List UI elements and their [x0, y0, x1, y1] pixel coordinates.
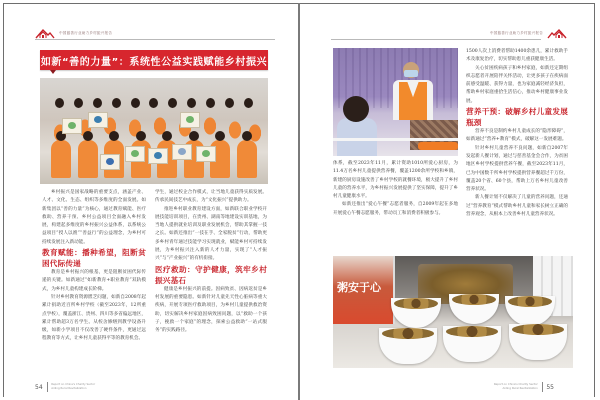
paragraph: 如新还推出“爱心午餐”志愿者服务，自2009年起在多地开展爱心午餐志愿服务，带动员工和消费者积极参与。	[333, 202, 458, 216]
paragraph: 推进乡村职业教育建设方面，如新联合职业学校开展技能培训项目，在贵州、湖南等地建设实训基地，为当地人提供就业培训及职业发展机会，帮助其掌握一技之长。如新还推出“一技在手、全家脱贫”行动，帮助更多乡村青年通过技能学习实现就业，赋能乡村可持续发展，为乡村振兴注入新的人才力量，实现了“人才振兴”与“产业振兴”的有机衔接。	[155, 206, 267, 262]
running-head-text: 中国慈善行业助力乡村振兴报告	[489, 30, 543, 35]
tote-bag-icon	[196, 146, 216, 162]
orange-cloth	[418, 142, 458, 150]
paragraph: 教育是乡村振兴的根基，更是阻断贫困代际传递的关键。如新通过“如新教育+职业教育”双轨模式，为乡村儿童构建成长阶梯。	[42, 270, 146, 292]
house-logo-icon	[35, 27, 55, 40]
tote-bag-icon	[148, 148, 168, 164]
tote-bag-icon	[88, 112, 108, 128]
bowl	[505, 296, 555, 326]
bed-rail	[333, 138, 458, 141]
paragraph: 体系，截至2023年11月，累计资助1010所爱心厨房，为11.4万名乡村儿童提供营养餐，覆盖1200余所学校和乡镇，新建的厨房设施改善了乡村学校的就餐环境，极大提升了乡村儿童的营养水平，为乡村振兴发展提供了坚实保障，提升了乡村儿童健康水平。	[333, 161, 458, 200]
tote-bag-icon	[100, 154, 120, 170]
section-heading-nutrition: 营养干预：破解乡村儿童发展瓶颈	[466, 107, 568, 128]
folio-divider	[542, 382, 543, 392]
folio-caption: Report on China's Charity Sector Aiding Rural Revitalization	[493, 382, 538, 390]
right-page	[301, 4, 594, 400]
article-column-4	[333, 160, 458, 218]
bowl	[509, 324, 567, 360]
child-head	[343, 96, 369, 122]
tote-bag-icon	[62, 118, 82, 134]
child-figure	[337, 118, 377, 156]
paragraph: 1500人次上消费者帮助1400余患儿，累计救助手术及康复治疗，切实帮助患儿重获健康生活。	[466, 49, 568, 63]
section-heading-medical: 医疗救助：守护健康，筑牢乡村振兴基石	[155, 264, 267, 285]
page-number: 55	[546, 383, 554, 391]
paragraph: 针对乡村儿童营养不良问题，如新自2007年发起新人餐计划，通过与慈善基金会合作，为贫困地区乡村学校提供营养午餐，截至2023年11月，已为中国数千所乡村学校提供营养餐超过千万份，覆盖20个省、60个县，帮助上万名乡村儿童改善营养状况。	[466, 145, 568, 193]
paragraph: 健康是乡村振兴的前提。因病致贫、因病返贫是乡村发展的重要隐患。如新针对儿童先天性心脏病等重大疾病，开展专项医疗救助项目，为乡村儿童提供救治资助，切实解决乡村家庭因病致困问题，以“救助一个孩子，挽救一个家庭”的理念，探索公益救助“一站式服务”的实践路径。	[155, 286, 267, 334]
hospital-visit-photo	[333, 48, 458, 156]
house-logo-icon	[547, 27, 567, 40]
paragraph: 针对乡村教育资源匮乏问题，如新自2008年起累计捐助近百所乡村学校（截至2023年，12所重点学校），覆盖浙江、贵州、四川等多省偏远地区，累计帮助超3万名学生。从校舍修缮到教学设备升级，如新小学项目不仅改善了硬件条件，更通过远程教育等方式，让乡村儿童获得平等的教育机会。	[42, 294, 146, 342]
article-column-1	[42, 189, 146, 344]
folio-divider	[47, 382, 48, 392]
tote-bag-icon	[172, 144, 192, 160]
porridge-bowls-photo	[333, 256, 573, 368]
running-head	[331, 26, 567, 40]
poster	[333, 256, 395, 324]
header-rule	[331, 39, 541, 40]
paragraph: 关心贫困疾病孩子和乡村家庭，如新还定期组织志愿者开展陪伴关怀活动，让更多孩子在疾病面前感受温暖、获得力量，也为家庭减轻经济负担，帮助乡村家庭重拾生活信心，推动乡村健康事业发展。	[466, 65, 568, 104]
page-number: 54	[35, 383, 43, 391]
bowl	[379, 328, 437, 364]
page-folio	[488, 382, 554, 392]
article-title-banner: 如新“善的力量”：系统性公益实践赋能乡村振兴	[40, 50, 268, 70]
section-heading-education: 教育赋能：播种希望，阻断贫困代际传递	[42, 248, 146, 269]
running-head-text: 中国慈善行业助力乡村振兴报告	[59, 30, 113, 35]
left-page	[5, 4, 297, 400]
running-head	[35, 26, 275, 40]
article-column-2	[155, 189, 267, 335]
bowl	[449, 294, 499, 324]
paragraph: 营养不良是制约乡村儿童成长的“隐形障碍”，如新通过“营养+教育”模式，破解这一发展难题。	[466, 129, 568, 143]
volunteers-group-photo	[40, 78, 268, 184]
paragraph: 新人餐计划不仅解决了儿童的营养问题，还通过“营养教育”模式帮助乡村儿童和家长树立正确的营养观念，从根本上改善乡村儿童营养状况。	[466, 195, 568, 218]
tote-bag-icon	[180, 112, 200, 128]
article-column-3	[466, 48, 568, 219]
poster-text: 粥安于心	[337, 281, 381, 294]
page-folio	[35, 382, 101, 392]
paragraph: 乡村振兴是国家战略的重要支点，涵盖产业、人才、文化、生态、组织等多维度的全面发展。如新集团以“善的力量”为核心，通过教育赋能、医疗救助、营养干预、乡村公益项目全面融入乡村发展，构建起多维度的乡村振兴公益体系，以系统公益项目“授人以渔”“善益行”的公益理念，为乡村可持续发展注入新动能。	[42, 190, 146, 245]
bowl	[391, 298, 441, 328]
photo-heads	[50, 98, 258, 108]
folio-caption: Report on China's Charity Sector Aiding Rural Revitalization	[51, 382, 96, 390]
page-gutter-divider	[298, 3, 300, 400]
face-mask	[404, 70, 418, 77]
tote-bag-icon	[125, 146, 145, 162]
bowl	[443, 326, 501, 362]
header-rule	[35, 39, 275, 40]
paragraph: 学生，通过校企合作模式，让当地儿童获得实质发展。传承民间技艺中成长，为“文化振兴”提供助力。	[155, 190, 267, 204]
